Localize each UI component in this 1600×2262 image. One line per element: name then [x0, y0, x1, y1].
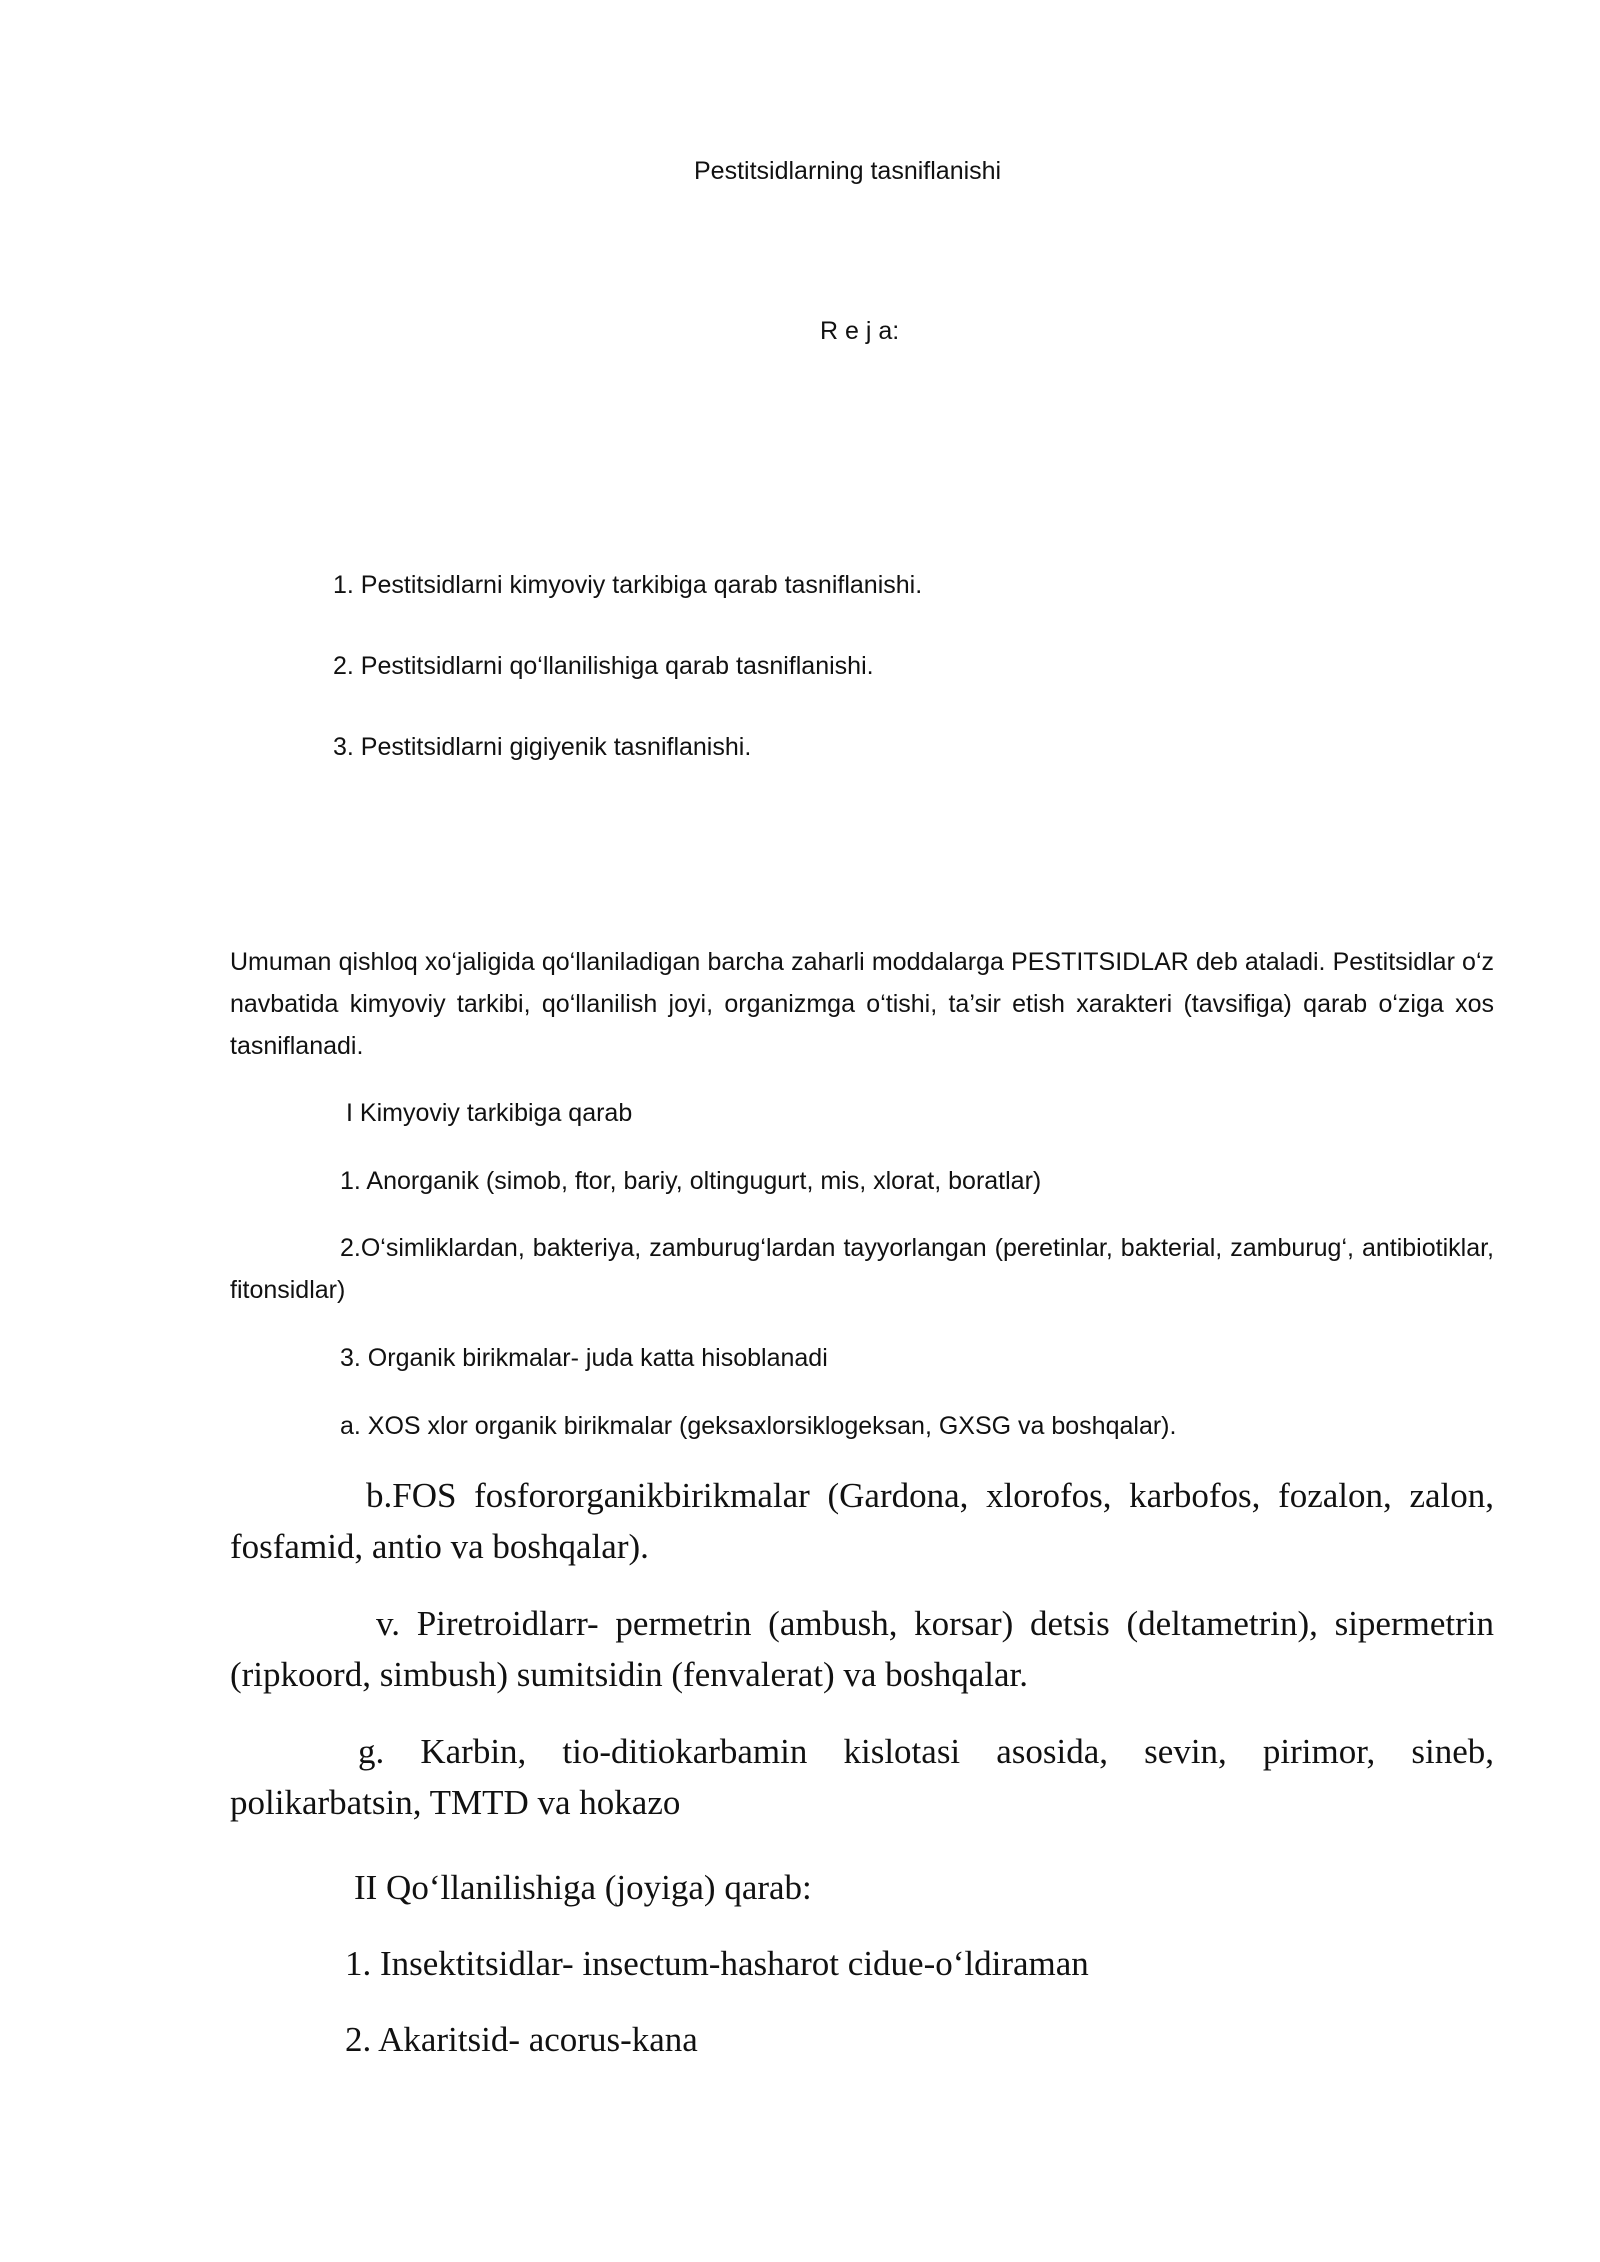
- section1-item-3: 3. Organik birikmalar- juda katta hisoblanadi: [340, 1344, 828, 1372]
- section1-item-b: b.FOS fosfororganikbirikmalar (Gardona, xlorofos, karbofos, fozalon, zalon, fosfamid, antio va boshqalar).: [230, 1476, 1494, 1566]
- section1-item-g: g. Karbin, tio-ditiokarbamin kislotasi asosida, sevin, pirimor, sineb, polikarbatsin, TMTD va hokazo: [230, 1732, 1494, 1822]
- plan-item-2: 2. Pestitsidlarni qo‘llanilishiga qarab tasniflanishi.: [333, 652, 874, 680]
- section1-item-2: 2.O‘simliklardan, bakteriya, zamburug‘lardan tayyorlangan (peretinlar, bakterial, zamburug‘, antibiotiklar, fitonsidlar): [230, 1234, 1494, 1304]
- section1-item-1: 1. Anorganik (simob, ftor, bariy, oltingugurt, mis, xlorat, boratlar): [340, 1167, 1042, 1195]
- intro-paragraph: Umuman qishloq xo‘jaligida qo‘llaniladigan barcha zaharli moddalarga PESTITSIDLAR deb ataladi. Pestitsidlar o‘z navbatida kimyoviy tarkibi, qo‘llanilish joyi, organizmga o‘tishi, ta’sir etish xarakteri (tavsifiga) qarab o‘ziga xos tasniflanadi.: [230, 948, 1494, 1060]
- plan-item-1: 1. Pestitsidlarni kimyoviy tarkibiga qarab tasniflanishi.: [333, 571, 923, 599]
- section2-item-2: 2. Akaritsid- acorus-kana: [345, 2020, 698, 2059]
- plan-heading: R e j a:: [820, 317, 900, 345]
- document-title: Pestitsidlarning tasniflanishi: [694, 157, 1002, 185]
- section2-item-1: 1. Insektitsidlar- insectum-hasharot cidue-o‘ldiraman: [345, 1944, 1089, 1983]
- section1-item-a: a. XOS xlor organik birikmalar (geksaxlorsiklogeksan, GXSG va boshqalar).: [340, 1412, 1177, 1440]
- section1-heading: I Kimyoviy tarkibiga qarab: [346, 1099, 633, 1127]
- plan-item-3: 3. Pestitsidlarni gigiyenik tasniflanishi.: [333, 733, 752, 761]
- section2-heading: II Qo‘llanilishiga (joyiga) qarab:: [354, 1868, 812, 1907]
- section1-item-v: v. Piretroidlarr- permetrin (ambush, korsar) detsis (deltametrin), sipermetrin (ripkoord, simbush) sumitsidin (fenvalerat) va boshqalar.: [230, 1604, 1494, 1694]
